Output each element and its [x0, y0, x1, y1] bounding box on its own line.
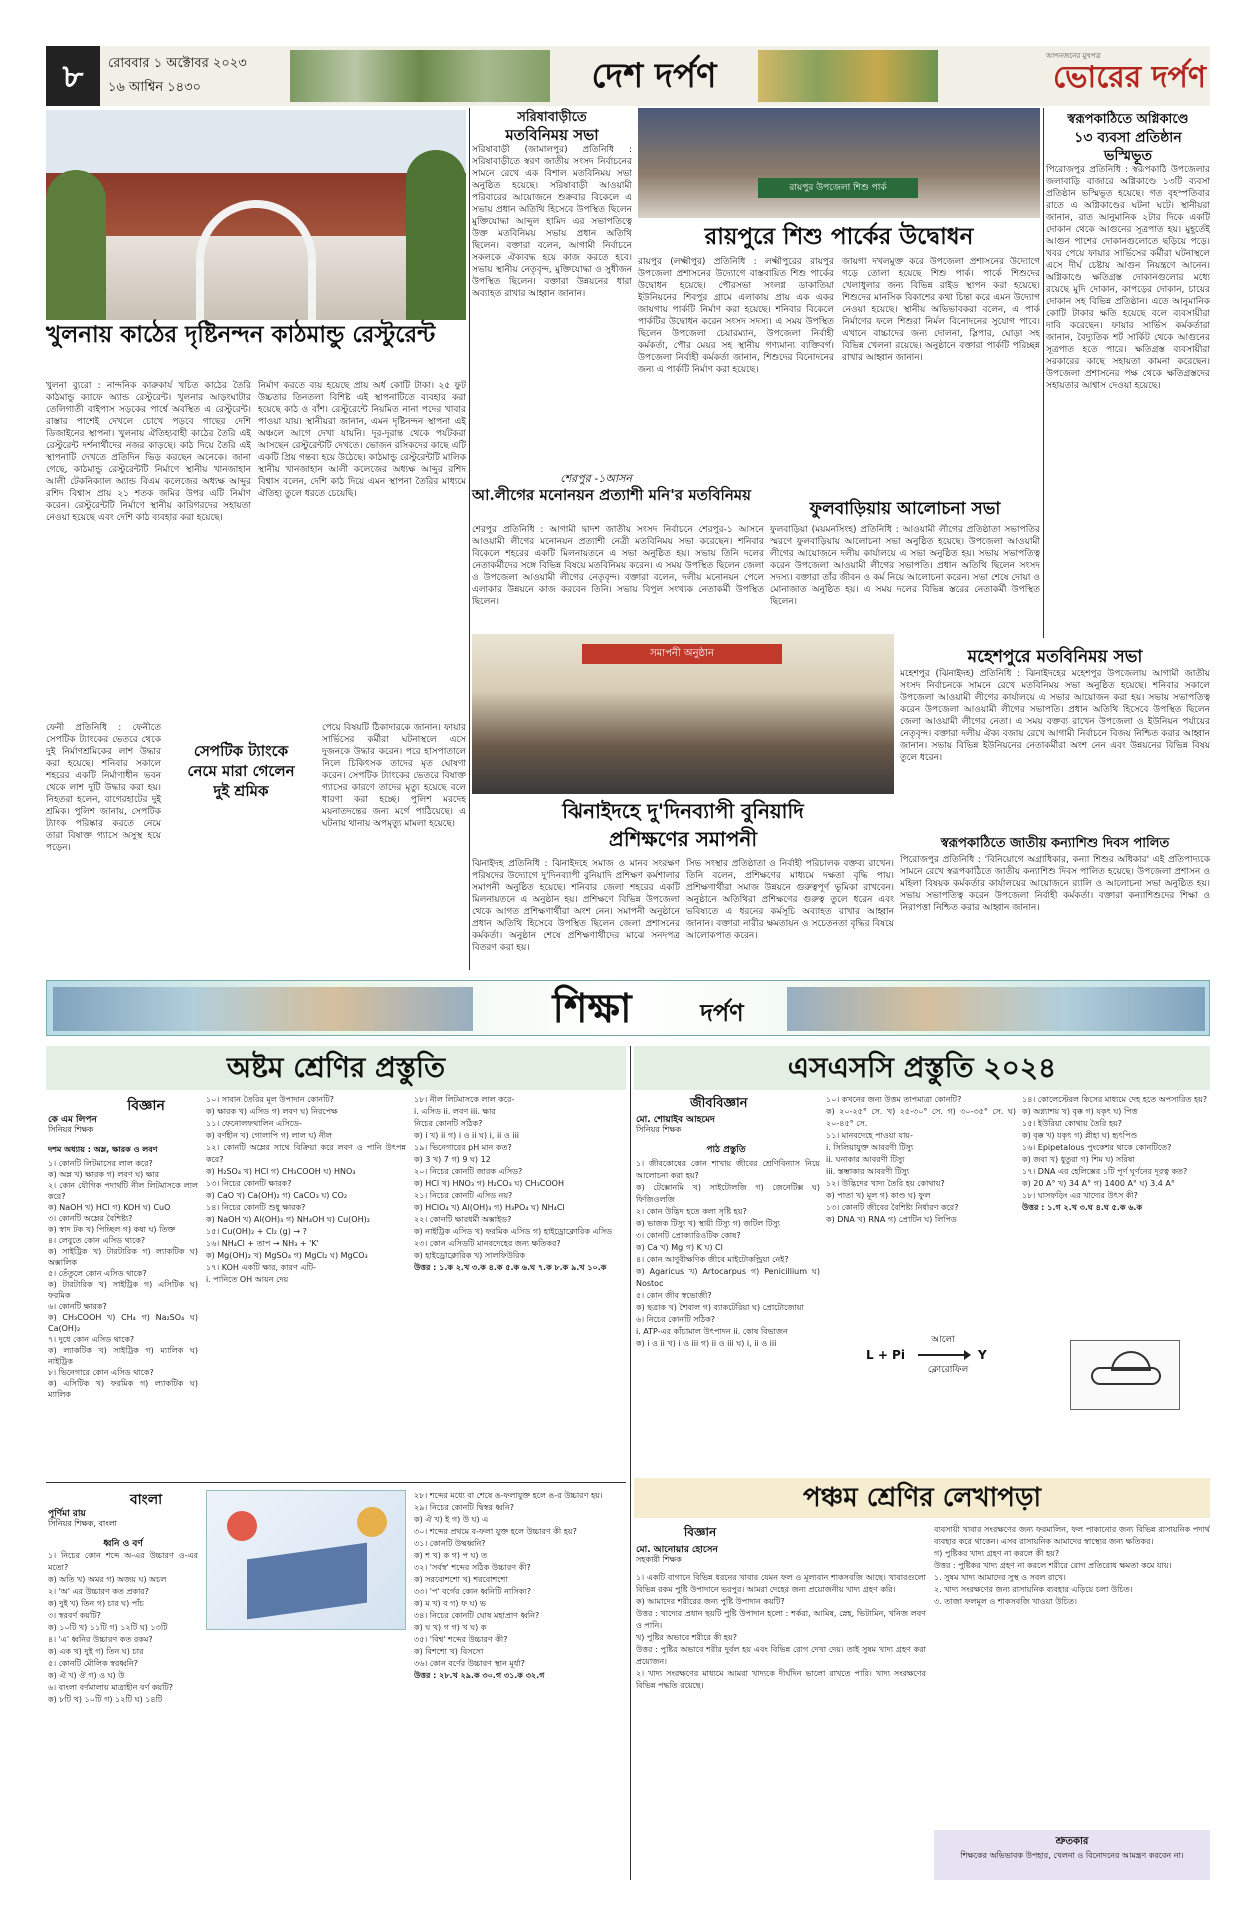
- bangla-teacher-role: সিনিয়র শিক্ষক, বাংলা: [48, 1519, 117, 1528]
- sarishabari-body: সরিষাবাড়ী (জামালপুর) প্রতিনিধি : সরিষাবাড়ীতে স্বরণ জাতীয় সংসদ নির্বাচনের সামনে রেখে এক বিশাল মতবিনিময় সভা অনুষ্ঠিত হয়েছে। সরিষাবাড়ী আওয়ামী পরিবারের আয়োজনে শুক্রবার বিকেলে এ সভায় প্রধান অতিথি হিসেবে উপস্থিত ছিলেন মুক্তিযোদ্ধা আব্দুল হামিদ এর সভাপতিত্বে উক্ত মতবিনিময় সভায় প্রধান অতিথি ছিলেন। বক্তারা বলেন, আগামী নির্বাচনে সকলকে ঐক্যবদ্ধ হয়ে কাজ করতে হবে। সভায় স্থানীয় নেতৃবৃন্দ, মুক্তিযোদ্ধা ও সুধীজন উপস্থিত ছিলেন। বক্তারা উন্নয়নের ধারা অব্যাহত রাখার আহ্বান জানান।: [472, 145, 632, 299]
- paper-name-logo: ভোরের দর্পণ: [1053, 60, 1206, 95]
- question-line: ৫। তেঁতুলে কোন এসিড থাকে?: [48, 1269, 147, 1278]
- question-line: ক) i ও ii খ) i ও iii গ) ii ও iii ঘ) i, ii ও iii: [636, 1339, 777, 1348]
- question-line: ক) পাতা খ) মূল গ) কাণ্ড ঘ) ফুল: [826, 1191, 931, 1200]
- question-line: i. এসিড ii. লবণ iii. ক্ষার: [414, 1107, 496, 1116]
- column-rule: [630, 1046, 631, 1880]
- jhenaidah-body-2: সিভ সংস্থার প্রতিষ্ঠাতা ও নির্বাহী পরিচালক বক্তব্য রাখেন। তিনি বলেন, প্রশিক্ষণের মাধ্যমে দক্ষতা বৃদ্ধি পায়। প্রশিক্ষণার্থীরা সমাজ উন্নয়নে গুরুত্বপূর্ণ ভূমিকা রাখবেন। অনুষ্ঠানে অতিথিরা প্রশিক্ষণের গুরুত্ব তুলে ধরেন এবং ভবিষ্যতে এ ধরনের কর্মসূচি অব্যাহত রাখার আহ্বান জানান। বক্তারা নারীর ক্ষমতায়ন ও সচেতনতা বৃদ্ধির বিষয়ে আলোকপাত করেন।: [686, 859, 894, 941]
- question-line: ক) হাইড্রোক্লোরিক খ) সালফিউরিক: [414, 1251, 526, 1260]
- question-line: i. পানিতে OH আয়ন দেয়: [206, 1275, 289, 1284]
- banner-graphic-right: [787, 987, 1205, 1031]
- fire-headline-3: ভস্মিভূত: [1103, 148, 1153, 164]
- question-line: ক) ঘ খ) গ গ) খ ঘ) ক: [414, 1623, 487, 1632]
- letter-shape-2: [357, 1507, 387, 1537]
- bio-questions-left: [636, 1158, 820, 1470]
- bio-topic: পাঠ প্রস্তুতি: [706, 1145, 746, 1155]
- question-line: ২। 'অ' এর উচ্চারণ কত প্রকার?: [48, 1587, 149, 1596]
- question-line: ক) CH₃COOH খ) CH₄ গ) Na₂SO₄ ঘ) Ca(OH)₂: [48, 1313, 198, 1333]
- question-line: ক) নাইট্রিক এসিড খ) ফরমিক এসিড গ) হাইড্রোক্লোরিক এসিড: [414, 1227, 613, 1236]
- question-line: ক) অগ্ন্যাশয় খ) বৃক্ক গ) যকৃৎ ঘ) পিত্ত: [1022, 1107, 1138, 1116]
- question-line: ক) ঐ খ) ঔ গ) ও ঘ) উ: [48, 1671, 125, 1680]
- septic-body: ফেনী প্রতিনিধি : ফেনীতে সেপটিক ট্যাংকের ভেতরে থেকে দুই নির্মাণশ্রমিকের লাশ উদ্ধার করা হয়েছে। শনিবার সকালে শহরের একটি নির্মাণাধীন ভবন থেকে লাশ দুটি উদ্ধার করা হয়। নিহতরা হলেন, বাগেরহাটের দুই শ্রমিক। পুলিশ জানায়, সেপটিক ট্যাংক পরিষ্কার করতে নেমে তারা বিষাক্ত গ্যাসে অসুস্থ হয়ে পড়েন।: [46, 723, 161, 853]
- septic-headline-1: সেপটিক ট্যাংকে: [193, 742, 289, 760]
- class8-questions-right: [414, 1094, 626, 1478]
- question-line: ii. ঘনাকার আবরণী টিস্যু: [826, 1155, 905, 1164]
- raipur-body-2: জায়গা দখলমুক্ত করে উপজেলা প্রশাসনের উদ্যোগে গড়ে তোলা হয়েছে শিশু পার্ক। পার্কে শিশুদের খেলাধুলার জন্য বিভিন্ন রাইড স্থাপন করা হয়েছে। শিশুদের মানসিক বিকাশের কথা চিন্তা করে এমন উদ্যোগ নেওয়া হয়েছে। স্থানীয় অভিভাবকরা বলেন, এ পার্ক নির্মাণের ফলে শিশুরা নির্মল বিনোদনের সুযোগ পাবে। এখানে বাচ্চাদের জন্য দোলনা, স্লিপার, ঘোড়া সহ বিভিন্ন খেলনা রয়েছে। অনুষ্ঠানে বক্তারা পার্কটি পরিচ্ছন্ন রাখার আহ্বান জানান।: [842, 257, 1040, 363]
- maheshpur-headline: মহেশপুরে মতবিনিময় সভা: [967, 647, 1143, 667]
- question-line: ক) সাইট্রিক খ) টারটারিক গ) ল্যাকটিক ঘ) অক্সালিক: [48, 1247, 198, 1267]
- bangla-questions-right: [414, 1490, 626, 1880]
- khulna-body: খুলনা ব্যুরো : নান্দনিক কারুকার্য খচিত কাঠের তৈরি কাঠমান্ডু ক্যাফে অ্যান্ড রেস্টুরেন্ট। খুলনার আড়ংঘাটার তেলিগাতী বাইপাস সড়কের পার্শ্বে অবস্থিত এ রেস্টুরেন্ট। রাস্তার পাশেই দেখলে চোখে পড়বে গাছের দেশি ডিজাইনের স্থাপনা। খুলনায় ঐতিহ্যবাহী কাঠের তৈরি এই রেস্টুরেন্ট দর্শনার্থীদের নজর কাড়ছে। কাঠ দিয়ে তৈরি এই স্থাপনাটি দেখতে প্রতিদিন ভিড় করছেন অনেকে। জানা গেছে, কাঠমান্ডু রেস্টুরেন্টটি নির্মাণে স্থানীয় খানজাহান আলী টেকনিক্যাল অ্যান্ড বিএম কলেজের অধ্যক্ষ আব্দুর রশিদ বিশ্বাস প্রায় ২১ শতক জমির উপর এটি নির্মাণ করেন। রেস্টুরেন্টটি নির্মাণে স্থানীয় কারিগরদের সহায়তা নেওয়া হয়েছে এবং দেশি কাঠ ব্যবহার করা হয়েছে।: [46, 381, 251, 523]
- question-line: ক) ছত্রাক খ) শৈবাল গ) ব্যাকটেরিয়া ঘ) প্রোটোজোয়া: [636, 1303, 804, 1312]
- question-line: ৬। কোনটি ক্ষারক?: [48, 1302, 107, 1311]
- raipur-banner: রায়পুর উপজেলা শিশু পার্ক: [758, 178, 918, 198]
- date-line-2: ১৬ আশ্বিন ১৪৩০: [108, 80, 201, 95]
- class5-line: উত্তর : পুষ্টিকর খাদ্য গ্রহণ না করলে শরীরে রোগ প্রতিরোধ ক্ষমতা কমে যায়।: [934, 1561, 1172, 1570]
- question-line: ২০। নিচের কোনটি জারক এসিড?: [414, 1167, 523, 1176]
- question-line: ৫। কোনটি মৌলিক স্বরধ্বনি?: [48, 1659, 139, 1668]
- jhenaidah-headline-1: ঝিনাইদহে দু'দিনব্যাপী বুনিয়াদি: [562, 799, 804, 823]
- sarishabari-headline-2: মতবিনিময় সভা: [505, 126, 599, 144]
- question-line: ৫। কোন জীব স্বভোজী?: [636, 1291, 712, 1300]
- question-line: ক) Mg(OH)₂ খ) MgSO₄ গ) MgCl₂ ঘ) MgCO₃: [206, 1251, 368, 1260]
- class5-text-right: [934, 1524, 1210, 1824]
- paper-tagline: আপনজনের মুখপত্র: [1046, 52, 1101, 60]
- question-line: ২। কোন যৌগিক পদার্থটি নীল লিটমাসকে লাল করে?: [48, 1181, 198, 1201]
- sherpur-headline: আ.লীগের মনোনয়ন প্রত্যাশী মনি'র মতবিনিময়: [472, 486, 751, 504]
- question-line: ক) NaOH খ) HCl গ) KOH ঘ) CuO: [48, 1203, 171, 1212]
- question-line: ক) এসিটিক খ) ফরমিক গ) ল্যাকটিক ঘ) ম্যালিক: [48, 1379, 198, 1399]
- question-line: ৩৫। 'বিশ্ব' শব্দের উচ্চারণ কী?: [414, 1635, 508, 1644]
- formula-arrow: [918, 1354, 968, 1356]
- question-line: ১২। কোনটি অম্লের সাথে বিক্রিয়া করে লবণ ও পানি উৎপন্ন করে?: [206, 1143, 406, 1164]
- question-line: ক) ভাজক টিস্যু খ) স্থায়ী টিস্যু গ) জটিল টিস্যু: [636, 1219, 780, 1228]
- education-banner: [46, 980, 1210, 1036]
- class8-questions-left: [48, 1158, 198, 1478]
- question-line: ক) ক্ষারক খ) এসিড গ) লবণ ঘ) নিরপেক্ষ: [206, 1107, 338, 1116]
- question-line: ক) সরবোশশো খ) শরবোশশো: [414, 1575, 508, 1584]
- question-line: ৭। দুধে কোন এসিড থাকে?: [48, 1335, 135, 1344]
- question-line: ৬। বাংলা বর্ণমালায় মাত্রাহীন বর্ণ কয়টি?: [48, 1683, 174, 1692]
- question-line: ক) ঐ খ) ই গ) উ ঘ) এ: [414, 1515, 489, 1524]
- class8-title: অষ্টম শ্রেণির প্রস্তুতি: [46, 1046, 626, 1090]
- class5-line: উত্তর : খাদ্যের প্রধান ছয়টি পুষ্টি উপাদান হলো : শর্করা, আমিষ, স্নেহ, ভিটামিন, খনিজ লবণ ও পানি।: [636, 1609, 926, 1630]
- question-line: ১৩। নিচের কোনটি ক্ষারক?: [206, 1179, 292, 1188]
- question-line: ১৯। ভিনেগারের pH মান কত?: [414, 1143, 512, 1152]
- class5-footer: [934, 1830, 1210, 1880]
- question-line: ক) টারটারিক খ) সাইট্রিক গ) এসিটিক ঘ) ফরমিক: [48, 1280, 198, 1300]
- jhenaidah-body: ঝিনাইদহ প্রতিনিধি : ঝিনাইদহে সমাজ ও মানব সংরক্ষণ পরিষদের উদ্যোগে দু'দিনব্যাপী বুনিয়াদি প্রশিক্ষণ কর্মশালার সমাপনী অনুষ্ঠিত হয়েছে। শনিবার জেলা শহরের একটি মিলনায়তনে এ অনুষ্ঠান হয়। প্রশিক্ষণে বিভিন্ন উপজেলা থেকে আগত প্রশিক্ষণার্থীরা অংশ নেন। সমাপনী অনুষ্ঠানে প্রধান অতিথি হিসেবে উপস্থিত ছিলেন জেলা প্রশাসনের কর্মকর্তা। অনুষ্ঠান শেষে প্রশিক্ষণার্থীদের মাঝে সনদপত্র বিতরণ করা হয়।: [472, 859, 680, 953]
- formula-arrow-label: আলো: [931, 1335, 955, 1345]
- tree-right: [406, 150, 466, 320]
- restaurant-arch: [196, 200, 316, 320]
- sarishabari-headline-1: সরিষাবাড়ীতে: [517, 110, 587, 125]
- masthead-photo-strip-left: [290, 50, 550, 102]
- question-line: ক) HCl খ) HNO₃ গ) H₂CO₃ ঘ) CH₃COOH: [414, 1179, 564, 1188]
- question-line: ক) i খ) ii গ) i ও ii ঘ) i, ii ও iii: [414, 1131, 520, 1140]
- question-line: ক) Ca খ) Mg গ) K ঘ) Cl: [636, 1243, 723, 1252]
- class5-line: গ) পুষ্টিকর খাদ্য গ্রহণ না করলে কী হয়?: [934, 1549, 1060, 1558]
- question-line: ১। কোনটি লিটমাসের লাল করে?: [48, 1159, 153, 1168]
- question-line: ১৪। কোলেস্টেরল কিসের মাধ্যমে দেহ হতে অপসারিত হয়?: [1022, 1095, 1208, 1104]
- question-line: ক) 3 খ) 7 গ) 9 ঘ) 12: [414, 1155, 491, 1164]
- question-line: ক) জবা খ) ধুতুরা গ) শিম ঘ) সরিষা: [1022, 1155, 1135, 1164]
- question-line: ২১। নিচের কোনটি এসিড নয়?: [414, 1191, 513, 1200]
- class8-divider: [46, 1482, 626, 1483]
- insect-diagram: [1070, 1340, 1180, 1410]
- bangla-questions-left: [48, 1550, 198, 1880]
- class5-line: ২. খাদ্য সংরক্ষণের জন্য রাসায়নিক ব্যবহার এড়িয়ে চলা উচিত।: [934, 1585, 1133, 1594]
- question-line: ক) ২০-২৫° সে. খ) ২৫-৩০° সে. গ) ৩০-৩৫° সে. ঘ) ২০-৪৫° সে.: [826, 1107, 1016, 1128]
- question-line: ক) ল্যাকটিক খ) সাইট্রিক গ) ম্যালিক ঘ) নাইট্রিক: [48, 1346, 198, 1366]
- question-line: ৩৪। নিচের কোনটি ঘোষ মহাপ্রাণ ধ্বনি?: [414, 1611, 540, 1620]
- question-line: ৩। কোনটি অম্লের বৈশিষ্ট্য?: [48, 1214, 133, 1223]
- jhenaidah-photo: [472, 634, 894, 794]
- question-line: ক) স্বাদ টক খ) পিচ্ছিল গ) কষা ঘ) তিক্ত: [48, 1225, 176, 1234]
- class5-teacher-role: সহকারী শিক্ষক: [636, 1555, 682, 1564]
- masthead-photo-strip-right: [758, 50, 938, 102]
- question-line: ২২। কোনটি ক্ষারধর্মী অক্সাইড?: [414, 1215, 512, 1224]
- maheshpur-body: মহেশপুর (ঝিনাইদহ) প্রতিনিধি : ঝিনাইদহের মহেশপুর উপজেলায় আগামী জাতীয় সংসদ নির্বাচনকে সামনে রেখে মতবিনিময় সভা অনুষ্ঠিত হয়েছে। শনিবার সকালে উপজেলা আওয়ামী লীগের কার্যালয়ে এ সভার আয়োজন করা হয়। সভায় সভাপতিত্ব করেন উপজেলা আওয়ামী লীগের সভাপতি। প্রধান অতিথি হিসেবে উপস্থিত ছিলেন জেলা আওয়ামী লীগের নেতা। এ সময় বক্তব্য রাখেন উপজেলা ও ইউনিয়ন পর্যায়ের নেতৃবৃন্দ। বক্তারা দলীয় ঐক্য বজায় রেখে আগামী নির্বাচনে বিজয় নিশ্চিত করার আহ্বান জানান। সভায় বিভিন্ন ইউনিয়নের নেতাকর্মীরা অংশ নেন এবং উন্নয়নের বিভিন্ন বিষয় তুলে ধরেন।: [900, 669, 1210, 763]
- fire-headline-2: ১৩ ব্যবসা প্রতিষ্ঠান: [1074, 130, 1182, 146]
- answer-line: উত্তর : ২৮.খ ২৯.ক ৩০.গ ৩১.ক ৩২.গ: [414, 1671, 545, 1680]
- question-line: ৩১। কোনটি উষ্মধ্বনি?: [414, 1539, 486, 1548]
- question-line: ক) বিশশো খ) বিসসো: [414, 1647, 484, 1656]
- question-line: ৩৩। 'প' বর্গের কোন ধ্বনিটি নাসিক্য?: [414, 1587, 531, 1596]
- alphabet-illustration: [206, 1490, 406, 1630]
- question-line: নিচের কোনটি সঠিক?: [414, 1119, 483, 1128]
- girl-child-body: পিরোজপুর প্রতিনিধি : 'বিনিয়োগে অগ্রাধিকার, কন্যা শিশুর অধিকার' এই প্রতিপাদ্যকে সামনে রেখে স্বরূপকাঠিতে জাতীয় কন্যাশিশু দিবস পালিত হয়েছে। উপজেলা প্রশাসন ও মহিলা বিষয়ক কর্মকর্তার কার্যালয়ের আয়োজনে র‍্যালি ও আলোচনা সভা অনুষ্ঠিত হয়। সভায় সভাপতিত্ব করেন উপজেলা নির্বাহী কর্মকর্তা। বক্তারা কন্যাশিশুদের শিক্ষা ও নিরাপত্তা নিশ্চিত করার আহ্বান জানান।: [900, 855, 1210, 913]
- question-line: ১২। উদ্ভিদের খাদ্য তৈরি হয় কোথায়?: [826, 1179, 945, 1188]
- column-rule: [1043, 108, 1044, 638]
- question-line: ২৮। শব্দের মধ্যে বা শেষে ঙ-ফলাযুক্ত হলে ঙ-র উচ্চারণ হয়।: [414, 1491, 603, 1500]
- banner-graphic-left: [53, 987, 473, 1031]
- class5-line: ক) আমাদের শরীরের জন্য পুষ্টি উপাদান কয়টি?: [636, 1597, 785, 1606]
- class5-footer-label: শ্রুতকার: [1055, 1836, 1089, 1847]
- sherpur-kicker: শেরপুর -১আসন: [560, 472, 632, 485]
- class5-teacher: মো. আনোয়ার হোসেন: [636, 1545, 718, 1555]
- girl-child-headline: স্বরূপকাঠিতে জাতীয় কন্যাশিশু দিবস পালিত: [940, 836, 1170, 851]
- ssc-title: এসএসসি প্রস্তুতি ২০২৪: [634, 1046, 1210, 1090]
- question-line: ১৮। ঘাসফড়িং এর খাদ্যের উৎস কী?: [1022, 1191, 1138, 1200]
- question-line: ক) বৃক্ক খ) যকৃৎ গ) প্লীহা ঘ) হৃৎপিণ্ড: [1022, 1131, 1138, 1140]
- class5-line: খ) পুষ্টির অভাবে শরীরে কী হয়?: [636, 1633, 737, 1642]
- jhenaidah-headline-2: প্রশিক্ষণের সমাপনী: [608, 827, 758, 851]
- class5-footer-text: শিক্ষকের অভিভাবক উপহার, খেলনা ও বিনোদনের আমন্ত্রণ করবেন না।: [960, 1851, 1184, 1860]
- question-line: ক) DNA খ) RNA গ) প্রোটিন ঘ) লিপিড: [826, 1215, 957, 1224]
- question-line: ক) CaO খ) Ca(OH)₂ গ) CaCO₃ ঘ) CO₂: [206, 1191, 348, 1200]
- raipur-body: রায়পুর (লক্ষ্মীপুর) প্রতিনিধি : লক্ষ্মীপুরের রায়পুর উপজেলা প্রশাসনের উদ্যোগে বাস্তবায়িত শিশু পার্কের উদ্বোধন হয়েছে। পৌরসভা সংলগ্ন ডাকাতিয়া ইউনিয়নের শিবপুর গ্রামে এলাকায় প্রায় এক একর জায়গায় পার্কটি নির্মাণ করা হয়েছে। শনিবার বিকেলে পার্কটির উদ্বোধন করেন সংসদ সদস্য। এ সময় উপস্থিত ছিলেন উপজেলা চেয়ারম্যান, উপজেলা নির্বাহী কর্মকর্তা, পৌর মেয়র সহ স্থানীয় গণ্যমান্য ব্যক্তিবর্গ। উপজেলা নির্বাহী কর্মকর্তা জানান, শিশুদের বিনোদনের জন্য এ পার্কটি নির্মাণ করা হয়েছে।: [638, 257, 834, 375]
- question-line: ৩৬। কোন বর্ণের উচ্চারণ স্থান মূর্ধা?: [414, 1659, 525, 1668]
- sherpur-body: শেরপুর প্রতিনিধি : আগামী দ্বাদশ জাতীয় সংসদ নির্বাচনে শেরপুর-১ আসনে আওয়ামী লীগের মনোনয়ন প্রত্যাশী নেত্রী মতবিনিময় সভা করেছেন। শনিবার বিকেলে শহরের একটি মিলনায়তনে এ সভা অনুষ্ঠিত হয়। সভায় তিনি দলের নেতাকর্মীদের সঙ্গে বিভিন্ন বিষয়ে মতবিনিময় করেন। এ সময় উপস্থিত ছিলেন জেলা ও উপজেলা আওয়ামী লীগের নেতৃবৃন্দ। বক্তারা বলেন, দলীয় মনোনয়ন পেলে এলাকার উন্নয়নে কাজ করবেন তিনি। সভায় বিপুল সংখ্যক নেতাকর্মী উপস্থিত ছিলেন।: [472, 525, 764, 607]
- formula-right: Y: [978, 1348, 987, 1362]
- class5-title: পঞ্চম শ্রেণির লেখাপড়া: [634, 1478, 1210, 1518]
- question-line: iii. স্তম্ভাকার আবরণী টিস্যু: [826, 1167, 910, 1176]
- bio-teacher: মো. শোয়াইব আহমেদ: [636, 1115, 715, 1125]
- septic-headline-2: নেমে মারা গেলেন: [187, 762, 295, 780]
- question-line: ক) 20 A° খ) 34 A° গ) 1400 A° ঘ) 3.4 A°: [1022, 1179, 1175, 1188]
- septic-headline-3: দুই শ্রমিক: [213, 782, 269, 800]
- raipur-photo: [638, 108, 1040, 218]
- class5-line: ২। খাদ্য সংরক্ষণের মাধ্যমে আমরা খাদ্যকে দীর্ঘদিন ভালো রাখতে পারি। খাদ্য সংরক্ষণের বিভিন্ন পদ্ধতি রয়েছে।: [636, 1669, 926, 1690]
- class5-line: উত্তর : পুষ্টির অভাবে শরীর দুর্বল হয় এবং বিভিন্ন রোগ দেখা দেয়। তাই সুষম খাদ্য গ্রহণ করা প্রয়োজন।: [636, 1645, 926, 1666]
- jhenaidah-banner: সমাপনী অনুষ্ঠান: [582, 644, 782, 664]
- khulna-headline: খুলনায় কাঠের দৃষ্টিনন্দন কাঠমান্ডু রেস্টুরেন্ট: [46, 321, 436, 348]
- formula-arrow-head: [964, 1350, 971, 1360]
- book-shape: [247, 1543, 367, 1620]
- question-line: ১৫। ইউরিয়া কোথায় তৈরি হয়?: [1022, 1119, 1122, 1128]
- formula-left: L + Pi: [866, 1348, 905, 1362]
- question-line: ৬। নিচের কোনটি সঠিক?: [636, 1315, 715, 1324]
- formula-block: [826, 1330, 1016, 1390]
- question-line: ১৮। নীল লিটমাসকে লাল করে-: [414, 1095, 515, 1104]
- question-line: ৪। কোন আণুবীক্ষণিক জীবে মাইটোকন্ড্রিয়া নেই?: [636, 1255, 789, 1264]
- bio-questions-mid: [826, 1094, 1016, 1324]
- question-line: ৪। লেবুতে কোন এসিড থাকে?: [48, 1236, 146, 1245]
- question-line: ক) শ খ) ক গ) প ঘ) ত: [414, 1551, 488, 1560]
- question-line: ক) HClO₄ খ) Al(OH)₃ গ) H₃PO₄ ঘ) NH₄Cl: [414, 1203, 565, 1212]
- bangla-label: বাংলা: [129, 1492, 163, 1508]
- question-line: ক) ৮টি খ) ১০টি গ) ১২টি ঘ) ১৪টি: [48, 1695, 163, 1704]
- question-line: ১০। সাবান তৈরির মূল উপাদান কোনটি?: [206, 1095, 334, 1104]
- question-line: ১৭। DNA এর হেলিক্সের ১টি পূর্ণ ঘূর্ণনের দূরত্ব কত?: [1022, 1167, 1188, 1176]
- fulbaria-headline: ফুলবাড়িয়ায় আলোচনা সভা: [809, 499, 1001, 519]
- bangla-topic: ধ্বনি ও বর্ণ: [103, 1539, 143, 1549]
- question-line: ৪। 'এ' ধ্বনির উচ্চারণ কত রকম?: [48, 1635, 153, 1644]
- science-label: বিজ্ঞান: [127, 1098, 165, 1114]
- education-banner-suffix: দর্পণ: [700, 998, 744, 1027]
- khulna-restaurant-photo: [46, 110, 466, 320]
- question-line: ক) ১০টি খ) ১১টি গ) ১২টি ঘ) ১৩টি: [48, 1623, 168, 1632]
- question-line: ১০। কখনের জন্য উত্তম তাপমাত্রা কোনটি?: [826, 1095, 962, 1104]
- formula-below: ক্লোরোফিল: [927, 1365, 969, 1375]
- bio-label: জীববিজ্ঞান: [690, 1096, 748, 1111]
- question-line: ৩০। শব্দের প্রথমে ব-ফলা যুক্ত হলে উচ্চারণ কী হয়?: [414, 1527, 577, 1536]
- question-line: ১৬। Epipetalous পুংকেশর থাকে কোনটিতে?: [1022, 1143, 1172, 1152]
- section-title: দেশ দর্পণ: [591, 56, 717, 96]
- column-rule: [469, 108, 470, 970]
- khulna-body-2: নির্মাণ করতে ব্যয় হয়েছে প্রায় অর্ধ কোটি টাকা। ২৫ ফুট উচ্চতার তিনতলা বিশিষ্ট এই স্থাপনাটিতে ব্যবহার করা হয়েছে কাঠ ও বাঁশ। রেস্টুরেন্টে নিয়মিত নানা পদের খাবার পাওয়া যায়। স্থানীয়রা জানান, এমন দৃষ্টিনন্দন স্থাপনা এই অঞ্চলে আগে দেখা যায়নি। দূর-দূরান্ত থেকে পর্যটকরা আসছেন রেস্টুরেন্টটি দেখতে। ভোজন রসিকদের কাছে এটি একটি প্রিয় গন্তব্য হয়ে উঠেছে। কাঠমান্ডু রেস্টুরেন্টটি মালিক স্থানীয় খানজাহান আলী কলেজের অধ্যক্ষ আব্দুর রশিদ বিশ্বাস বলেন, দেশি কাঠ দিয়ে এমন স্থাপনা তৈরির মাধ্যমে ঐতিহ্য তুলে ধরতে চেয়েছি।: [258, 381, 466, 499]
- science-chapter: দশম অধ্যায় : অম্ল, ক্ষারক ও লবণ: [48, 1145, 158, 1154]
- question-line: ক) টেক্সোনমি খ) সাইটোলজি গ) জেনেটিক্স ঘ) ফিজিওলজি: [636, 1183, 820, 1204]
- question-line: ক) ম খ) ব গ) ফ ঘ) ভ: [414, 1599, 487, 1608]
- question-line: ১। জীবকোষের কোন শাখায় জীবের শ্রেণিবিন্যাস নিয়ে আলোচনা করা হয়?: [636, 1159, 820, 1180]
- question-line: ২। কোন উদ্ভিদ হতে কলা সৃষ্টি হয়?: [636, 1207, 747, 1216]
- question-line: ১১। মানবদেহে পাওয়া যায়-: [826, 1131, 913, 1140]
- tree-left: [46, 170, 106, 320]
- question-line: ক) NaOH খ) Al(OH)₃ গ) NH₄OH ঘ) Cu(OH)₂: [206, 1215, 370, 1224]
- letter-shape-1: [227, 1511, 257, 1541]
- question-line: ক) বর্ণহীন খ) গোলাপি গ) লাল ঘ) নীল: [206, 1131, 332, 1140]
- question-line: ক) অতি খ) অমর গ) অজয় ঘ) অচল: [48, 1575, 167, 1584]
- insect-wing: [1111, 1351, 1151, 1371]
- page-number: ৮: [46, 46, 100, 106]
- fire-headline-1: স্বরূপকাঠিতে অগ্নিকাণ্ডে: [1067, 112, 1189, 127]
- question-line: ক) দুই খ) তিন গ) চার ঘ) পাঁচ: [48, 1599, 144, 1608]
- question-line: ক) এক খ) দুই গ) তিন ঘ) চার: [48, 1647, 144, 1656]
- question-line: ৩। স্বরবর্ণ কয়টি?: [48, 1611, 101, 1620]
- class5-line: ৩. তাজা ফলমূল ও শাকসবজি খাওয়া উচিত।: [934, 1597, 1077, 1606]
- bangla-teacher: পূর্ণিমা রায়: [48, 1509, 86, 1519]
- class5-line: ১। একটি বাগানে বিভিন্ন ধরনের খাবার যেমন ফল ও মূল্যবান শাকসবজি আছে। খাবারগুলো বিভিন্ন রকম পুষ্টি উপাদানে ভরপুর। আমরা দেহের জন্য প্রয়োজনীয় খাদ্য গ্রহণ করি।: [636, 1573, 926, 1594]
- science-teacher: কে এম লিপন: [48, 1115, 97, 1125]
- question-line: ১। নিচের কোন শব্দে অ-এর উচ্চারণ ও-এর মতো?: [48, 1551, 198, 1572]
- question-line: ৩। কোনটি প্রোক্যারিওটিক কোষ?: [636, 1231, 741, 1240]
- question-line: ৮। ভিনেগারে কোন এসিড থাকে?: [48, 1368, 154, 1377]
- question-line: ১৩। কোনটি জীবের বৈশিষ্ট্য নির্ধারণ করে?: [826, 1203, 959, 1212]
- bio-teacher-role: সিনিয়র শিক্ষক: [636, 1125, 682, 1134]
- question-line: ক) H₂SO₄ খ) HCl গ) CH₃COOH ঘ) HNO₃: [206, 1167, 356, 1176]
- date-line-1: রোববার ১ অক্টোবর ২০২৩: [108, 56, 247, 71]
- class5-line: ১. সুষম খাদ্য আমাদের সুস্থ ও সবল রাখে।: [934, 1573, 1066, 1582]
- class8-questions-mid: [206, 1094, 406, 1478]
- question-line: ১৫। Cu(OH)₂ + Cl₂ (g) → ?: [206, 1227, 307, 1236]
- bio-questions-right: [1022, 1094, 1210, 1334]
- fire-body: পিরোজপুর প্রতিনিধি : স্বরূপকাঠি উপজেলার জলাবাড়ি বাজারে অগ্নিকাণ্ডে ১৩টি ব্যবসা প্রতিষ্ঠান ভস্মিভূত হয়েছে। গত বৃহস্পতিবার রাতে এ অগ্নিকাণ্ডের ঘটনা ঘটে। স্থানীয়রা জানান, রাত আনুমানিক ২টার দিকে একটি দোকান থেকে আগুনের সূত্রপাত হয়। মুহূর্তেই আগুন পাশের দোকানগুলোতে ছড়িয়ে পড়ে। খবর পেয়ে ফায়ার সার্ভিসের কর্মীরা ঘটনাস্থলে এসে দীর্ঘ চেষ্টায় আগুন নিয়ন্ত্রণে আনেন। অগ্নিকাণ্ডে ক্ষতিগ্রস্ত দোকানগুলোর মধ্যে রয়েছে মুদি দোকান, কাপড়ের দোকান, চায়ের দোকান সহ বিভিন্ন প্রতিষ্ঠান। এতে আনুমানিক কোটি টাকার ক্ষতি হয়েছে বলে ব্যবসায়ীরা দাবি করেছেন। ফায়ার সার্ভিস কর্মকর্তারা জানান, বৈদ্যুতিক শর্ট সার্কিট থেকে আগুনের সূত্রপাত হতে পারে। ক্ষতিগ্রস্ত ব্যবসায়ীরা সরকারের কাছে সহায়তা কামনা করেছেন। উপজেলা প্রশাসনের পক্ষ থেকে ক্ষতিগ্রস্তদের সহায়তার আশ্বাস দেওয়া হয়েছে।: [1046, 165, 1210, 391]
- fulbaria-body: ফুলবাড়িয়া (ময়মনসিংহ) প্রতিনিধি : আওয়ামী লীগের প্রতিষ্ঠাতা সভাপতির স্মরণে ফুলবাড়িয়ায় আলোচনা সভা অনুষ্ঠিত হয়েছে। উপজেলা আওয়ামী লীগের আয়োজনে দলীয় কার্যালয়ে এ সভা অনুষ্ঠিত হয়। সভায় সভাপতিত্ব করেন উপজেলা আওয়ামী লীগের সভাপতি। প্রধান অতিথি ছিলেন সংসদ সদস্য। বক্তারা তাঁর জীবন ও কর্ম নিয়ে আলোচনা করেন। সভা শেষে দোয়া ও মোনাজাত অনুষ্ঠিত হয়। এ সময় দলের বিভিন্ন স্তরের নেতাকর্মী উপস্থিত ছিলেন।: [770, 525, 1040, 607]
- question-line: ৩২। 'সর্বস্ব' শব্দের সঠিক উচ্চারণ কী?: [414, 1563, 531, 1572]
- raipur-headline: রায়পুরে শিশু পার্কের উদ্বোধন: [704, 223, 974, 250]
- septic-body-2: পেয়ে বিষয়টি ঠিকাদারকে জানান। ফায়ার সার্ভিসের কর্মীরা ঘটনাস্থলে এসে দুজনকে উদ্ধার করেন। পরে হাসপাতালে নিলে চিকিৎসক তাদের মৃত ঘোষণা করেন। সেপটিক ট্যাংকের ভেতরে বিষাক্ত গ্যাসের কারণে তাদের মৃত্যু হয়েছে বলে ধারণা করা হচ্ছে। পুলিশ মরদেহ ময়নাতদন্তের জন্য মর্গে পাঠিয়েছে। এ ঘটনায় থানায় অপমৃত্যু মামলা হয়েছে।: [322, 723, 466, 829]
- question-line: ২৩। কোন এসিডটি মানবদেহের জন্য ক্ষতিকর?: [414, 1239, 561, 1248]
- question-line: ক) অম্ল খ) ক্ষারক গ) লবণ ঘ) ক্ষার: [48, 1170, 160, 1179]
- question-line: ২৯। নিচের কোনটি দ্বিস্বর ধ্বনি?: [414, 1503, 514, 1512]
- class5-text-left: [636, 1572, 926, 1880]
- question-line: ১৪। নিচের কোনটি শুধু ক্ষারক?: [206, 1203, 306, 1212]
- question-line: ক) Agaricus খ) Artocarpus গ) Penicillium ঘ) Nostoc: [636, 1267, 820, 1288]
- answer-line: উত্তর : ১.গ ২.খ ৩.ঘ ৪.ঘ ৫.ক ৬.ক: [1022, 1203, 1143, 1212]
- question-line: i. ATP-এর কাঁচামাল উৎপাদন ii. কোষ বিভাজন: [636, 1327, 788, 1336]
- science-teacher-role: সিনিয়র শিক্ষক: [48, 1125, 94, 1134]
- class5-line: ব্যবসায়ী খাবার সংরক্ষণের জন্য ফরমালিন, ফল পাকানোর জন্য বিভিন্ন রাসায়নিক পদার্থ ব্যবহার করে থাকেন। এসব রাসায়নিক আমাদের স্বাস্থ্যের জন্য ক্ষতিকর।: [934, 1525, 1210, 1546]
- class5-science-label: বিজ্ঞান: [683, 1525, 717, 1539]
- education-banner-title: শিক্ষা: [552, 985, 632, 1032]
- question-line: ১৬। NH₄Cl + তাপ → NH₃ + 'K': [206, 1239, 319, 1248]
- question-line: i. সিলিয়াযুক্ত আবরণী টিস্যু: [826, 1143, 914, 1152]
- question-line: ১৭। KOH একটি ক্ষার, কারণ এটি-: [206, 1263, 316, 1272]
- answer-line: উত্তর : ১.ক ২.খ ৩.ক ৪.ক ৫.ক ৬.ঘ ৭.ক ৮.ক ৯.খ ১০.ক: [414, 1263, 607, 1272]
- question-line: ১১। ফেনোলফথালিন এসিডে-: [206, 1119, 302, 1128]
- masthead: [46, 46, 1210, 106]
